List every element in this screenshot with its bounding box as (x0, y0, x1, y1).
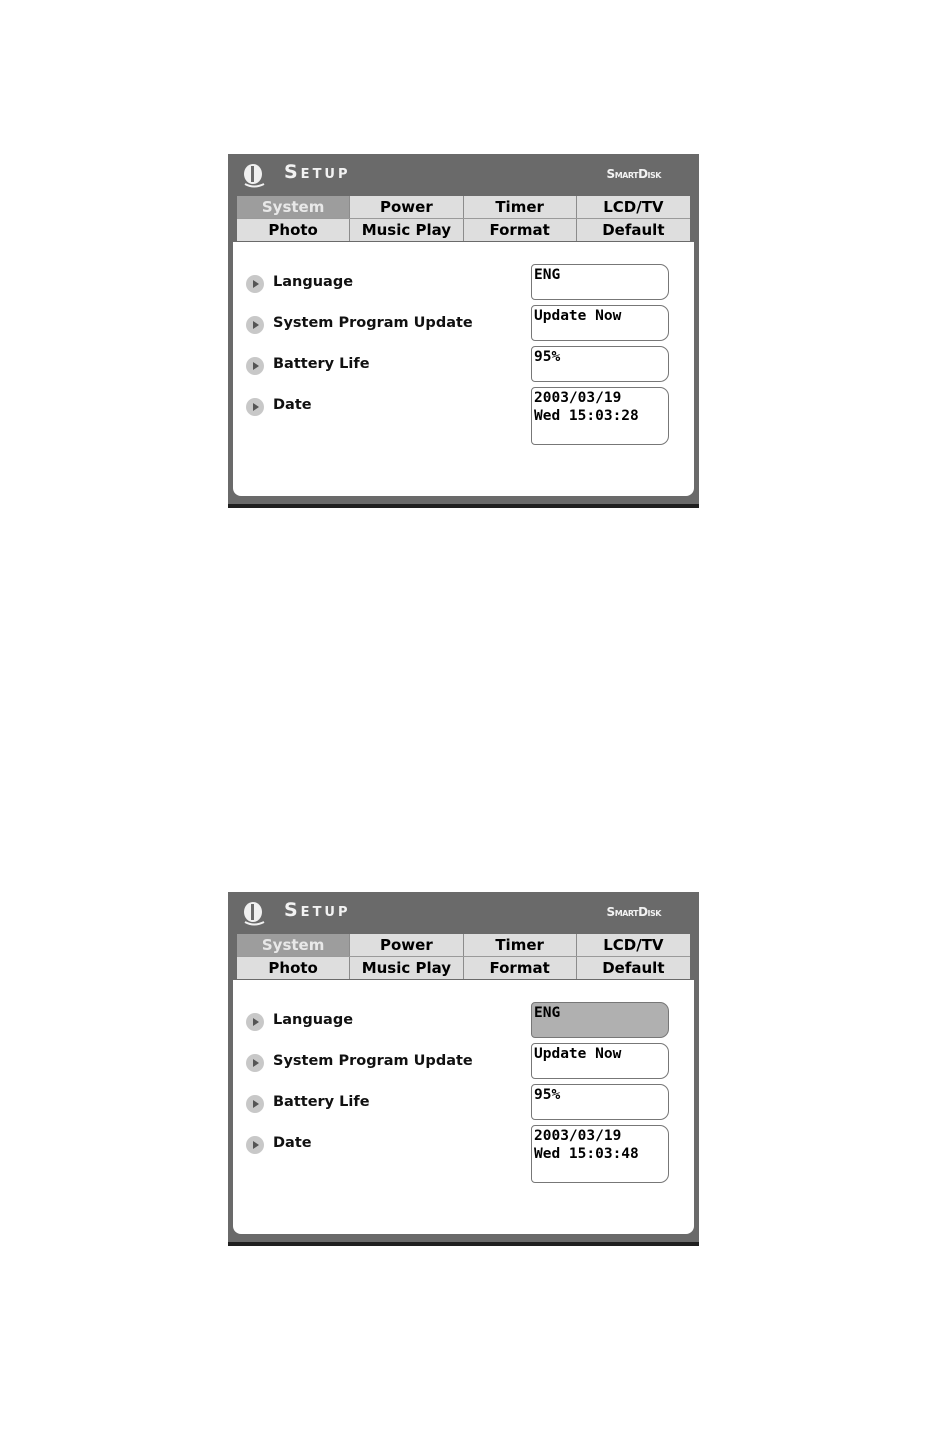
tab-lcd-tv[interactable]: LCD/TV (577, 934, 690, 956)
page-title: Setup (284, 161, 351, 183)
tab-power[interactable]: Power (350, 934, 463, 956)
setting-label-language: Language (273, 1012, 354, 1028)
time-value: Wed 15:03:28 (534, 408, 639, 424)
date-value: 2003/03/19 (534, 390, 622, 406)
setup-logo-icon (242, 162, 266, 188)
play-bullet-icon (245, 1135, 265, 1155)
brand-logo: SmartDisk (606, 167, 661, 181)
setup-logo-icon (242, 900, 266, 926)
setting-label-date: Date (273, 397, 312, 413)
title-bar (228, 892, 699, 932)
play-bullet-icon (245, 1094, 265, 1114)
setting-label-battery: Battery Life (273, 356, 370, 372)
tab-format[interactable]: Format (464, 219, 577, 241)
tab-power[interactable]: Power (350, 196, 463, 218)
language-value-field[interactable]: ENG (531, 1002, 669, 1038)
setting-label-language: Language (273, 274, 354, 290)
setting-label-battery: Battery Life (273, 1094, 370, 1110)
tab-bar (237, 196, 690, 241)
tab-photo[interactable]: Photo (237, 219, 350, 241)
time-value: Wed 15:03:48 (534, 1146, 639, 1162)
tab-system[interactable]: System (237, 934, 350, 956)
battery-value-field: 95% (531, 1084, 669, 1120)
update-now-field[interactable]: Update Now (531, 1043, 669, 1079)
play-bullet-icon (245, 1053, 265, 1073)
tab-timer[interactable]: Timer (464, 934, 577, 956)
tab-photo[interactable]: Photo (237, 957, 350, 979)
tab-format[interactable]: Format (464, 957, 577, 979)
tab-default[interactable]: Default (577, 219, 690, 241)
setting-label-update: System Program Update (273, 315, 473, 331)
brand-logo: SmartDisk (606, 905, 661, 919)
tab-timer[interactable]: Timer (464, 196, 577, 218)
tab-default[interactable]: Default (577, 957, 690, 979)
settings-panel (233, 980, 694, 1234)
date-time-field[interactable] (531, 387, 669, 445)
tab-music-play[interactable]: Music Play (350, 219, 463, 241)
language-value-field[interactable]: ENG (531, 264, 669, 300)
date-time-field[interactable] (531, 1125, 669, 1183)
settings-panel (233, 242, 694, 496)
setting-label-update: System Program Update (273, 1053, 473, 1069)
tab-music-play[interactable]: Music Play (350, 957, 463, 979)
setup-screen-1 (228, 154, 699, 508)
tab-lcd-tv[interactable]: LCD/TV (577, 196, 690, 218)
tab-system[interactable]: System (237, 196, 350, 218)
play-bullet-icon (245, 1012, 265, 1032)
play-bullet-icon (245, 274, 265, 294)
date-value: 2003/03/19 (534, 1128, 622, 1144)
play-bullet-icon (245, 397, 265, 417)
setting-label-date: Date (273, 1135, 312, 1151)
play-bullet-icon (245, 356, 265, 376)
tab-bar (237, 934, 690, 979)
setup-screen-2 (228, 892, 699, 1246)
battery-value-field: 95% (531, 346, 669, 382)
page-title: Setup (284, 899, 351, 921)
play-bullet-icon (245, 315, 265, 335)
update-now-field[interactable]: Update Now (531, 305, 669, 341)
title-bar (228, 154, 699, 194)
